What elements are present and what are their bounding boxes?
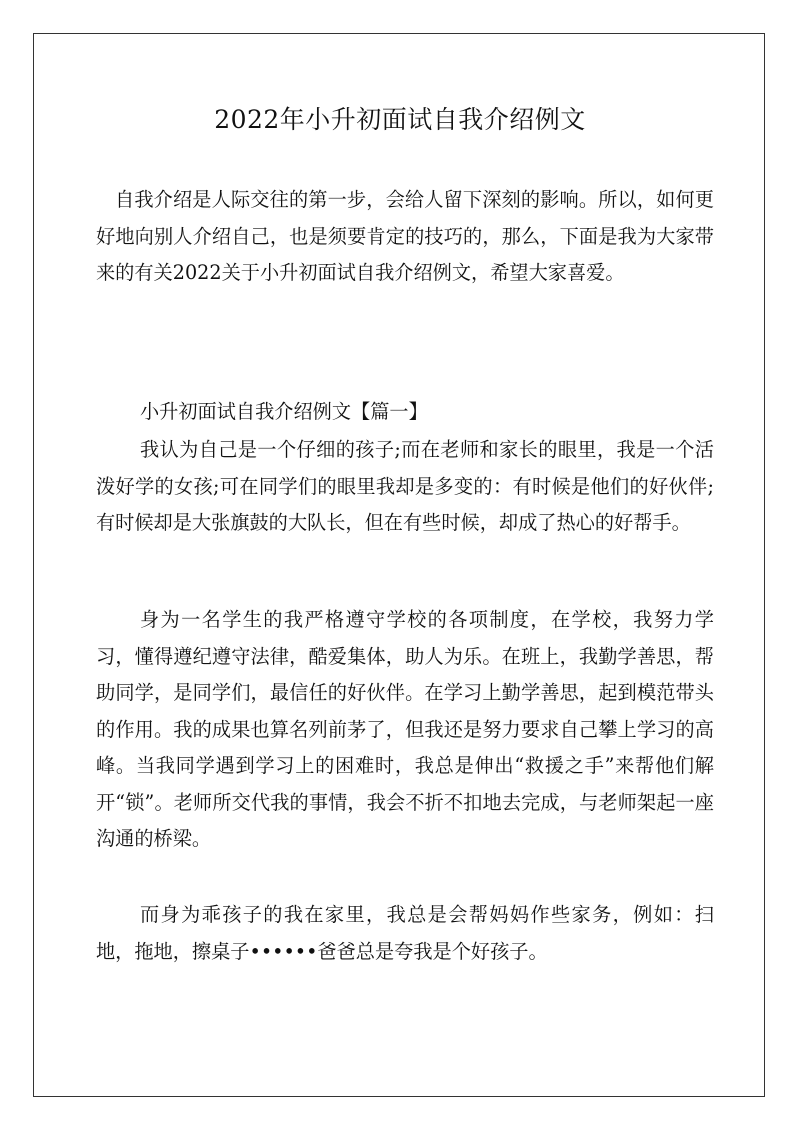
body-paragraph-2: 身为一名学生的我严格遵守学校的各项制度，在学校，我努力学习，懂得遵纪遵守法律，酷爱集体，助人为乐。在班上，我勤学善思，帮助同学，是同学们，最信任的好伙伴。在学习上勤学善思，起到模范带头的作用。我的成果也算名列前茅了，但我还是努力要求自己攀上学习的高峰。当我同学遇到学习上的困难时，我总是伸出“救援之手”来帮他们解开“锁”。老师所交代我的事情，我会不折不扣地去完成，与老师架起一座沟通的桥梁。 (96, 608, 714, 850)
body-paragraph-1: 我认为自己是一个仔细的孩子;而在老师和家长的眼里，我是一个活泼好学的女孩;可在同学们的眼里我却是多变的：有时候是他们的好伙伴;有时候却是大张旗鼓的大队长，但在有些时候，却成了热心的好帮手。 (96, 438, 714, 534)
document-title: 2022年小升初面试自我介绍例文 (214, 105, 586, 134)
intro-paragraph: 自我介绍是人际交往的第一步，会给人留下深刻的影响。所以，如何更好地向别人介绍自己，也是须要肯定的技巧的，那么，下面是我为大家带来的有关2022关于小升初面试自我介绍例文，希望大家喜爱。 (96, 188, 714, 284)
section-heading: 小升初面试自我介绍例文【篇一】 (140, 400, 428, 423)
body-paragraph-3: 而身为乖孩子的我在家里，我总是会帮妈妈作些家务，例如：扫地，拖地，擦桌子••••••爸爸总是夸我是个好孩子。 (96, 903, 714, 963)
